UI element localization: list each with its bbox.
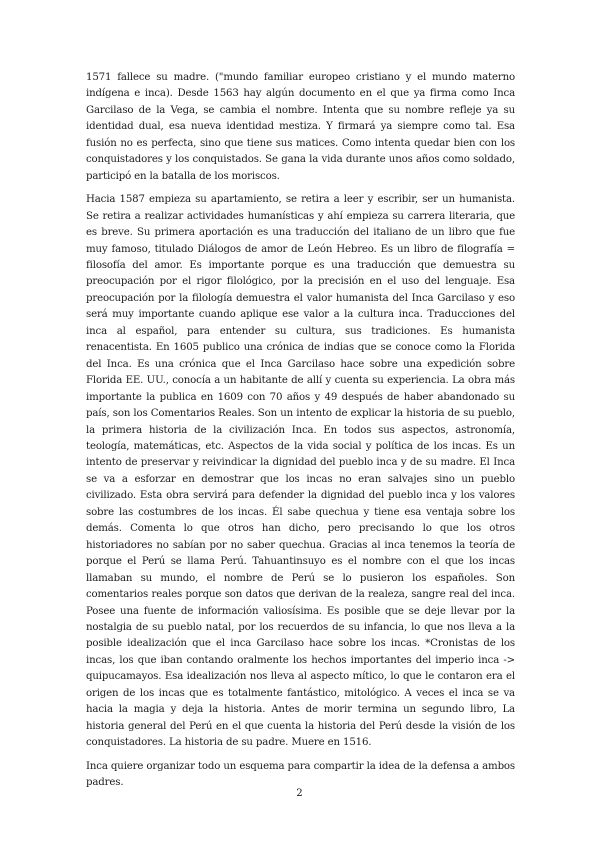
paragraph: 1571 fallece su madre. ("mundo familiar europeo cristiano y el mundo materno indígena e inca). Desde 1563 hay algún documento en el que ya firma como Inca Garcilaso de la Vega, se cambia el nombre. Intenta que su nombre refleje ya su identidad dual, esa nueva identidad mestiza. Y firmará ya siempre como tal. Esa fusión no es perfecta, sino que tiene sus matices. Como intenta quedar bien con los conquistadores y los conquistados. Se gana la vida durante unos años como soldado, participó en la batalla de los moriscos. (86, 72, 515, 182)
paragraph: Inca quiere organizar todo un esquema para compartir la idea de la defensa a ambos padres. (86, 760, 515, 789)
document-body (86, 70, 515, 791)
paragraph: Hacia 1587 empieza su apartamiento, se retira a leer y escribir, ser un humanista. Se retira a realizar actividades humanísticas y ahí empieza su carrera literaria, que es breve. Su primera aportación es una traducción del italiano de un libro que fue muy famoso, titulado Diálogos de amor de León Hebreo. Es un libro de filografía = filosofía del amor. Es importante porque es una traducción que demuestra su preocupación por el rigor filológico, por la precisión en el uso del lenguaje. Esa preocupación por la filología demuestra el valor humanista del Inca Garcilaso y eso será muy importante cuando aplique ese valor a la cultura inca. Traducciones del inca al español, para entender su cultura, sus tradiciones. Es humanista renacentista. En 1605 publico una crónica de indias que se conoce como la Florida del Inca. Es una crónica que el Inca Garcilaso hace sobre una expedición sobre Florida EE. UU., conocía a un habitante de allí y cuenta su experiencia. La obra más importante la publica en 1609 con 70 años y 49 después de haber abandonado su país, son los Comentarios Reales. Son un intento de explicar la historia de su pueblo, la primera historia de la civilización Inca. En todos sus aspectos, astronomía, teología, matemáticas, etc. Aspectos de la vida social y política de los incas. Es un intento de preservar y reivindicar la dignidad del pueblo inca y de su madre. El Inca se va a esforzar en demostrar que los incas no eran salvajes sino un pueblo civilizado. Esta obra servirá para defender la dignidad del pueblo inca y los valores sobre las costumbres de los incas. Él sabe quechua y tiene esa ventaja sobre los demás. Comenta lo que otros han dicho, pero precisando lo que los otros historiadores no sabían por no saber quechua. Gracias al inca tenemos la teoría de porque el Perú se llama Perú. Tahuantinsuyo es el nombre con el que los incas llamaban su mundo, el nombre de Perú se lo pusieron los españoles. Son comentarios reales porque son datos que derivan de la realeza, sangre real del inca. Posee una fuente de información valiosísima. Es posible que se deje llevar por la nostalgia de su pueblo natal, por los recuerdos de su infancia, lo que nos lleva a la posible idealización que el inca Garcilaso hace sobre los incas. *Cronistas de los incas, los que iban contando oralmente los hechos importantes del imperio inca -> quipucamayos. Esa idealización nos lleva al aspecto mítico, lo que le contaron era el origen de los incas que es totalmente fantástico, mitológico. A veces el inca se va hacia la magia y deja la historia. Antes de morir termina un segundo libro, La historia general del Perú en el que cuenta la historia del Perú desde la visión de los conquistadores. La historia de su padre. Muere en 1516. (86, 194, 515, 749)
page-number: 2 (296, 788, 303, 799)
